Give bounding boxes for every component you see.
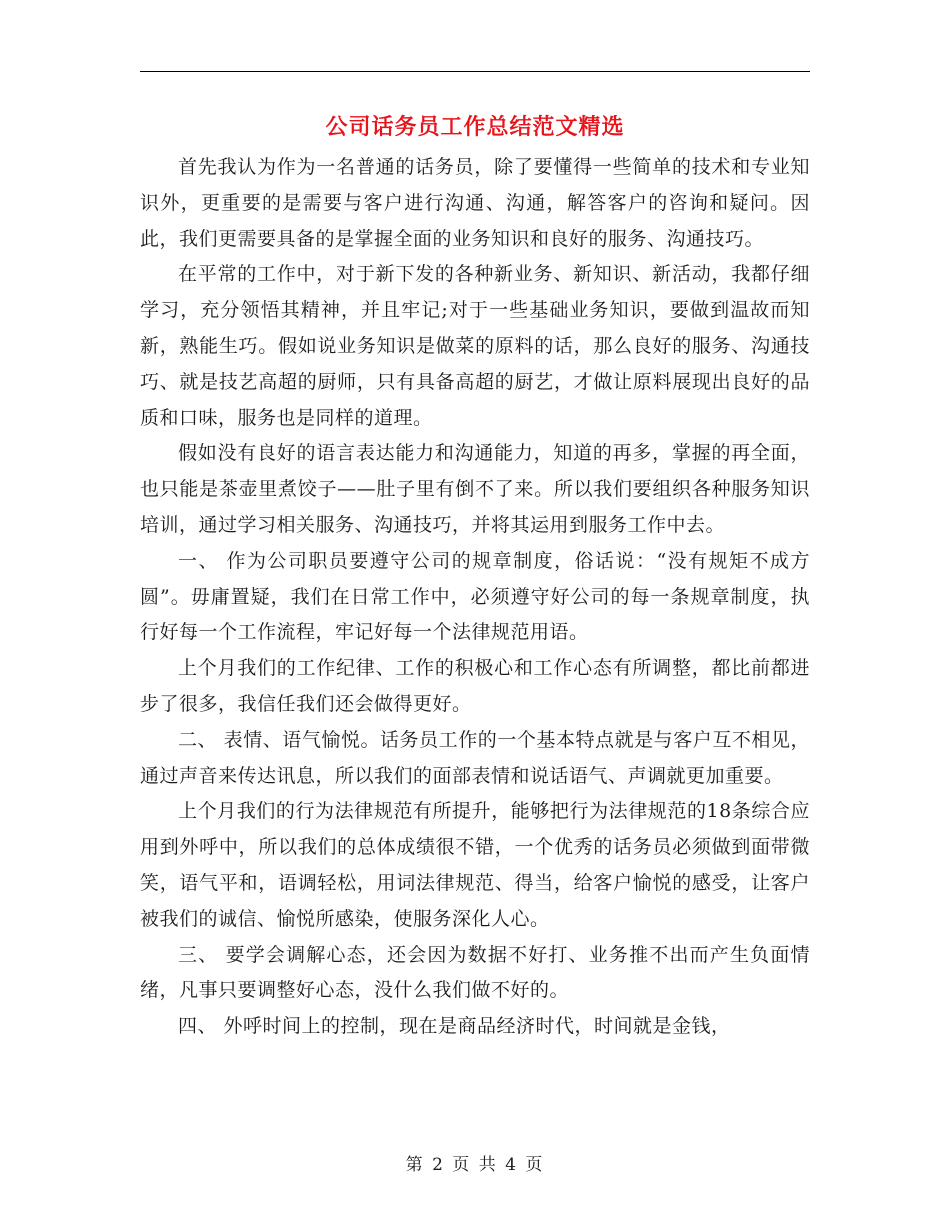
paragraph: 四、 外呼时间上的控制，现在是商品经济时代，时间就是金钱， bbox=[178, 1015, 731, 1038]
document-title: 公司话务员工作总结范文精选 bbox=[325, 114, 625, 140]
paragraph: 假如没有良好的语言表达能力和沟通能力，知道的再多，掌握的再全面，也只能是茶壶里煮饺子——肚子里有倒不了来。所以我们要组织各种服务知识培训，通过学习相关服务、沟通技巧，并将其运用到服务工作中去。 bbox=[140, 442, 810, 536]
paragraph: 二、 表情、语气愉悦。话务员工作的一个基本特点就是与客户互不相见，通过声音来传达讯息，所以我们的面部表情和说话语气、声调就更加重要。 bbox=[140, 728, 810, 787]
page-number-footer: 第 2 页 共 4 页 bbox=[405, 1155, 545, 1175]
paragraph: 一、 作为公司职员要遵守公司的规章制度，俗话说：“没有规矩不成方圆”。毋庸置疑，我们在日常工作中，必须遵守好公司的每一条规章制度，执行好每一个工作流程，牢记好每一个法律规范用语。 bbox=[140, 549, 810, 644]
paragraph: 上个月我们的行为法律规范有所提升，能够把行为法律规范的18条综合应用到外呼中，所以我们的总体成绩很不错，一个优秀的话务员必须做到面带微笑，语气平和，语调轻松，用词法律规范、得当，给客户愉悦的感受，让客户被我们的诚信、愉悦所感染，使服务深化人心。 bbox=[140, 800, 810, 930]
document-body bbox=[140, 150, 810, 1045]
paragraph: 上个月我们的工作纪律、工作的积极心和工作心态有所调整，都比前都进步了很多，我信任我们还会做得更好。 bbox=[140, 657, 810, 715]
paragraph: 首先我认为作为一名普通的话务员，除了要懂得一些简单的技术和专业知识外，更重要的是需要与客户进行沟通、沟通，解答客户的咨询和疑问。因此，我们更需要具备的是掌握全面的业务知识和良好的服务、沟通技巧。 bbox=[140, 156, 810, 250]
paragraph: 三、 要学会调解心态，还会因为数据不好打、业务推不出而产生负面情绪，凡事只要调整好心态，没什么我们做不好的。 bbox=[140, 943, 810, 1002]
paragraph: 在平常的工作中，对于新下发的各种新业务、新知识、新活动，我都仔细学习，充分领悟其精神，并且牢记;对于一些基础业务知识，要做到温故而知新，熟能生巧。假如说业务知识是做菜的原料的话，那么良好的服务、沟通技巧、就是技艺高超的厨师，只有具备高超的厨艺，才做让原料展现出良好的品质和口味，服务也是同样的道理。 bbox=[140, 263, 810, 429]
header-rule bbox=[140, 71, 810, 72]
